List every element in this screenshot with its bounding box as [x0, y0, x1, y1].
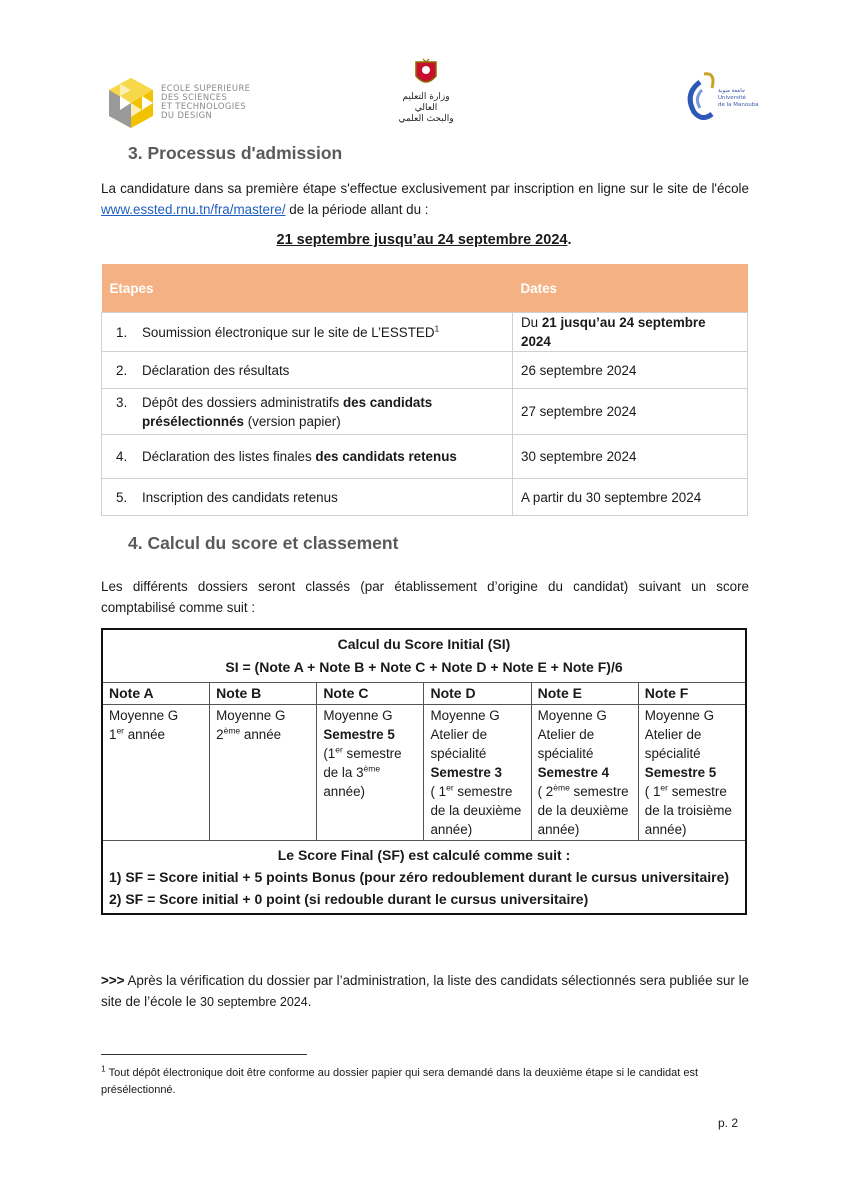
website-link[interactable]: www.essted.rnu.tn/fra/mastere/: [101, 202, 286, 217]
publication-note: >>> Après la vérification du dossier par l’administration, la liste des candidats sélectionnés sera publiée sur le site de l’école le 30 septembre 2024.: [101, 973, 749, 1009]
note-f-header: Note F: [638, 683, 746, 705]
score-initial-formula: SI = (Note A + Note B + Note C + Note D + Note E + Note F)/6: [225, 659, 623, 675]
note-b-header: Note B: [210, 683, 317, 705]
note-b-detail: Moyenne G 2ème année: [210, 705, 317, 841]
column-header-steps: Etapes: [102, 264, 513, 313]
essted-logo: [105, 76, 255, 132]
ministry-emblem-icon: [413, 58, 439, 90]
note-c-header: Note C: [317, 683, 424, 705]
date-cell: 26 septembre 2024: [513, 352, 748, 389]
date-cell: Du 21 jusqu’au 24 septembre 2024: [513, 313, 748, 352]
score-heading-cell: [102, 629, 746, 683]
date-cell: 30 septembre 2024: [513, 435, 748, 479]
note-d-header: Note D: [424, 683, 531, 705]
note-c-detail: Moyenne G Semestre 5 (1er semestre de la 3ème année): [317, 705, 424, 841]
notes-header-row: [102, 683, 746, 705]
table-header-row: [102, 264, 748, 313]
final-score-title: Le Score Final (SF) est calculé comme suit :: [277, 847, 571, 863]
note-d-detail: Moyenne G Atelier de spécialité Semestre 3 ( 1er semestre de la deuxième année): [424, 705, 531, 841]
essted-logo-text: ECOLE SUPERIEURE DES SCIENCES ET TECHNOLOGIES DU DESIGN: [161, 83, 251, 120]
note-f-detail: Moyenne G Atelier de spécialité Semestre 5 ( 1er semestre de la troisième année): [638, 705, 746, 841]
date-cell: 27 septembre 2024: [513, 389, 748, 435]
note-e-header: Note E: [531, 683, 638, 705]
step-cell: 3. Dépôt des dossiers administratifs des candidats présélectionnés (version papier): [102, 389, 513, 435]
date-cell: A partir du 30 septembre 2024: [513, 479, 748, 516]
note-e-detail: Moyenne G Atelier de spécialité Semestre 4 ( 2ème semestre de la deuxième année): [531, 705, 638, 841]
note-a-header: Note A: [102, 683, 210, 705]
hexagon-cube-icon: [105, 76, 157, 130]
score-table: [101, 628, 747, 915]
table-row: [102, 352, 748, 389]
notes-detail-row: [102, 705, 746, 841]
score-initial-title: Calcul du Score Initial (SI): [337, 636, 511, 652]
table-row: [102, 479, 748, 516]
admission-steps-table: [101, 264, 748, 516]
university-emblem-icon: [682, 68, 722, 128]
step-cell: 2. Déclaration des résultats: [102, 352, 513, 389]
section-4-heading: 4. Calcul du score et classement: [128, 533, 399, 553]
note-a-detail: Moyenne G 1er année: [102, 705, 210, 841]
ministry-logo-text: وزارة التعليم العالي والبحث العلمي: [398, 92, 454, 124]
footnote-divider: [101, 1054, 307, 1055]
final-score-cell: [102, 841, 746, 915]
university-logo-text: جامعة منوبة Université de la Manouba: [718, 88, 759, 108]
section-4-intro: Les différents dossiers seront classés (par établissement d’origine du candidat) suivant un score comptabilisé comme suit :: [101, 579, 749, 615]
final-score-rule-2: 2) SF = Score initial + 0 point (si redouble durant le cursus universitaire): [109, 891, 589, 907]
final-score-rule-1: 1) SF = Score initial + 5 points Bonus (pour zéro redoublement durant le cursus universitaire): [109, 869, 730, 885]
university-logo: [682, 68, 762, 130]
table-row: [102, 313, 748, 352]
table-row: [102, 435, 748, 479]
step-cell: 4. Déclaration des listes finales des candidats retenus: [102, 435, 513, 479]
page-number: p. 2: [718, 1116, 739, 1130]
ministry-logo: [390, 58, 462, 128]
section-3-intro: La candidature dans sa première étape s'effectue exclusivement par inscription en ligne sur le site de l'école www.essted.rnu.tn/fra/mastere/ de la période allant du :: [101, 181, 749, 217]
admission-period: 21 septembre jusqu’au 24 septembre 2024.: [276, 232, 572, 248]
footnote: $^1$ Tout dépôt électronique doit être conforme au dossier papier qui sera demandé dans la deuxième étape si le candidat est présélectionné.: [101, 1063, 699, 1096]
section-3-heading: 3. Processus d'admission: [128, 143, 343, 163]
table-row: [102, 389, 748, 435]
column-header-dates: Dates: [513, 264, 748, 313]
step-cell: 5. Inscription des candidats retenus: [102, 479, 513, 516]
step-cell: 1. Soumission électronique sur le site de L’ESSTED$^1$: [102, 313, 513, 352]
